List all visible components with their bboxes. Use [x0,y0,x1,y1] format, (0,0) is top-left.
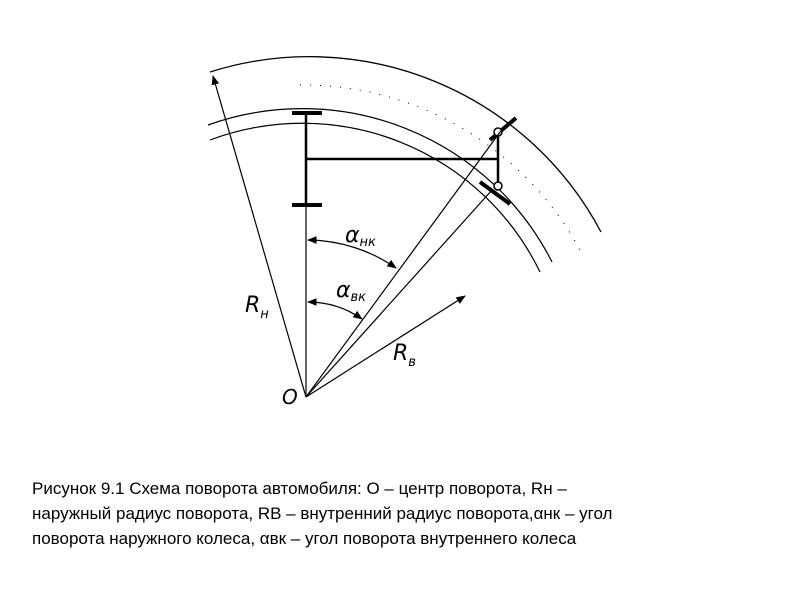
radius-inner-line [306,296,465,397]
radius-outer-line [213,76,306,397]
figure-caption [32,476,772,551]
caption-line: Рисунок 9.1 Схема поворота автомобиля: О – центр поворота, Rн – [32,479,567,498]
radius-inner-label: $R_в$ [393,341,416,370]
caption-line: поворота наружного колеса, αвк – угол поворота внутреннего колеса [32,529,577,548]
dotted-arc-outer [300,85,580,250]
caption-line: наружный радиус поворота, RВ – внутренний радиус поворота,αнк – угол [32,504,613,523]
alpha-inner-label: αвк [336,278,367,305]
alpha-outer-label: αнк [345,223,376,250]
inner-kingpin [494,182,502,190]
radius-outer-label: $R_н$ [245,293,269,322]
center-label: O [282,385,298,409]
